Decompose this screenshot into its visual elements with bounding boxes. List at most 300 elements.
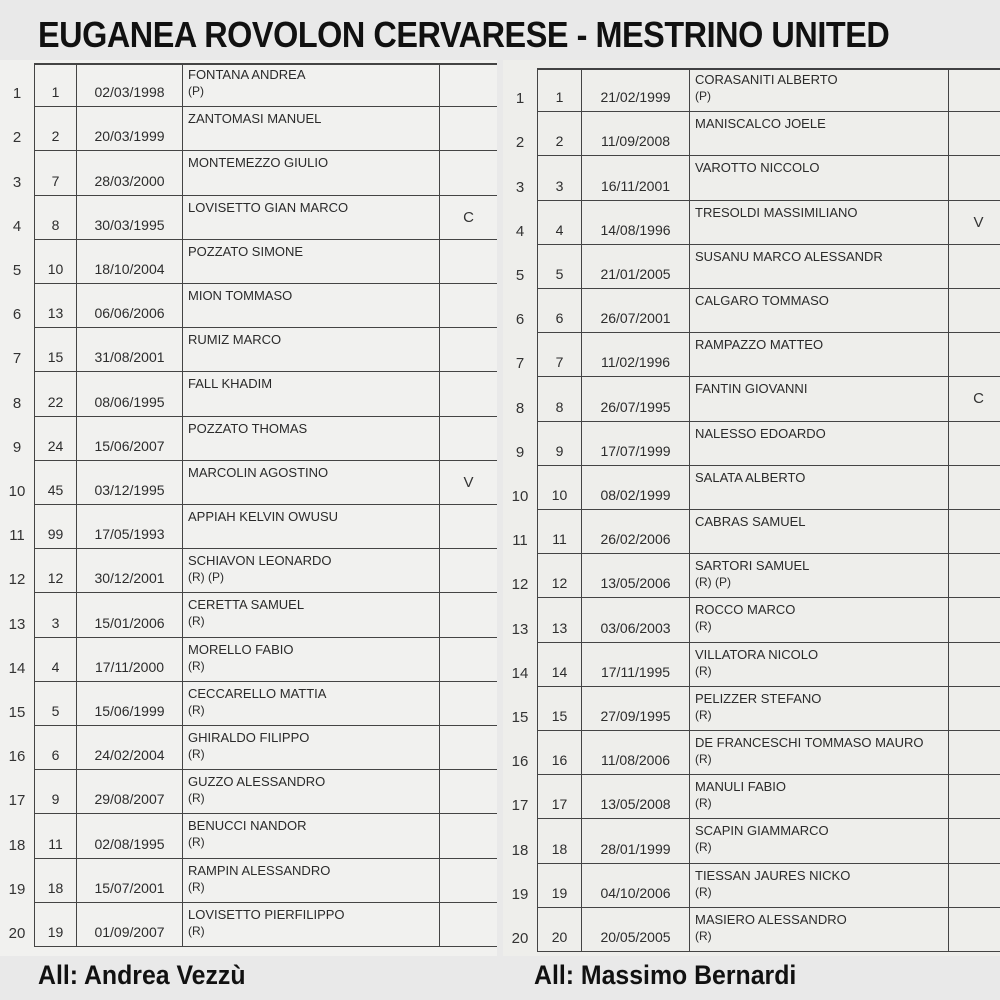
shirt-number: 45 <box>34 461 76 505</box>
captain-mark <box>439 859 497 903</box>
captain-mark <box>439 417 497 461</box>
table-row <box>503 510 1000 554</box>
table-row <box>503 466 1000 510</box>
player-name: MARCOLIN AGOSTINO <box>188 464 329 480</box>
birth-date: 11/09/2008 <box>581 112 689 156</box>
player-name: SALATA ALBERTO <box>695 469 806 485</box>
birth-date: 16/11/2001 <box>581 156 689 200</box>
row-index: 18 <box>511 841 529 859</box>
table-row <box>503 289 1000 333</box>
player-name-cell <box>182 372 439 416</box>
captain-mark <box>439 151 497 195</box>
shirt-number: 19 <box>34 903 76 947</box>
captain-mark: C <box>948 377 1000 421</box>
table-row <box>0 682 497 726</box>
player-name: GUZZO ALESSANDRO <box>188 774 326 790</box>
table-row <box>0 240 497 284</box>
captain-mark <box>948 466 1000 510</box>
birth-date: 02/03/1998 <box>76 63 182 107</box>
row-index: 5 <box>515 266 525 284</box>
birth-date: 28/01/1999 <box>581 819 689 863</box>
birth-date: 08/02/1999 <box>581 466 689 510</box>
captain-mark <box>439 505 497 549</box>
birth-date: 21/01/2005 <box>581 245 689 289</box>
home-coach: All: Andrea Vezzù <box>38 960 246 990</box>
row-index: 16 <box>8 748 26 766</box>
table-row <box>0 814 497 858</box>
birth-date: 01/09/2007 <box>76 903 182 947</box>
shirt-number: 4 <box>537 201 581 245</box>
player-name: CORASANITI ALBERTO <box>695 72 838 87</box>
captain-mark <box>948 554 1000 598</box>
table-row <box>0 859 497 903</box>
player-name: RUMIZ MARCO <box>188 332 282 348</box>
shirt-number: 18 <box>537 819 581 863</box>
table-row <box>0 549 497 593</box>
table-row <box>503 422 1000 466</box>
row-index: 8 <box>12 394 22 412</box>
captain-mark <box>439 328 497 372</box>
table-row <box>503 554 1000 598</box>
row-index: 2 <box>12 129 22 147</box>
table-row <box>0 63 497 107</box>
player-name-cell <box>689 598 948 642</box>
player-name: APPIAH KELVIN OWUSU <box>188 509 339 524</box>
birth-date: 13/05/2008 <box>581 775 689 819</box>
birth-date: 13/05/2006 <box>581 554 689 598</box>
table-row <box>503 819 1000 863</box>
shirt-number: 99 <box>34 505 76 549</box>
player-name-cell <box>689 466 948 510</box>
home-team-sheet <box>0 60 497 956</box>
table-row <box>0 107 497 151</box>
table-row <box>503 68 1000 112</box>
shirt-number: 9 <box>537 422 581 466</box>
shirt-number: 3 <box>34 593 76 637</box>
row-index: 11 <box>9 527 25 545</box>
shirt-number: 11 <box>34 814 76 858</box>
table-row <box>503 731 1000 775</box>
player-name-cell <box>689 68 948 112</box>
table-row <box>503 377 1000 421</box>
table-row <box>0 284 497 328</box>
row-index: 1 <box>12 85 22 103</box>
captain-mark: V <box>439 461 497 505</box>
player-name-cell <box>689 864 948 908</box>
player-note: (R) <box>695 884 712 899</box>
birth-date: 03/06/2003 <box>581 598 689 642</box>
player-note: (R) <box>188 879 205 894</box>
birth-date: 17/05/1993 <box>76 505 182 549</box>
shirt-number: 24 <box>34 417 76 461</box>
shirt-number: 3 <box>537 156 581 200</box>
captain-mark <box>948 864 1000 908</box>
player-note: (R) <box>695 663 712 678</box>
shirt-number: 17 <box>537 775 581 819</box>
player-name: RAMPIN ALESSANDRO <box>188 862 331 878</box>
player-note: (R) <box>695 707 712 722</box>
table-row <box>0 196 497 240</box>
player-note: (R) <box>188 791 205 806</box>
row-index: 12 <box>511 576 529 594</box>
table-row <box>503 598 1000 642</box>
player-name-cell <box>689 333 948 377</box>
shirt-number: 12 <box>537 554 581 598</box>
row-index: 12 <box>8 571 26 589</box>
player-name: MANISCALCO JOELE <box>695 116 826 132</box>
row-index: 7 <box>515 355 525 373</box>
shirt-number: 13 <box>34 284 76 328</box>
player-name: RAMPAZZO MATTEO <box>695 337 824 353</box>
table-row <box>503 775 1000 819</box>
table-row <box>0 638 497 682</box>
row-index: 20 <box>511 929 529 947</box>
birth-date: 06/06/2006 <box>76 284 182 328</box>
player-name: TIESSAN JAURES NICKO <box>695 867 851 883</box>
player-name: SARTORI SAMUEL <box>695 558 810 574</box>
player-name: VILLATORA NICOLO <box>695 646 819 662</box>
player-name-cell <box>182 549 439 593</box>
row-index: 19 <box>511 885 529 903</box>
captain-mark <box>948 731 1000 775</box>
player-note: (R) <box>188 835 205 850</box>
captain-mark <box>948 289 1000 333</box>
shirt-number: 14 <box>537 643 581 687</box>
birth-date: 08/06/1995 <box>76 372 182 416</box>
player-name-cell <box>182 682 439 726</box>
row-index: 10 <box>511 487 529 505</box>
row-index: 15 <box>511 708 529 726</box>
player-note: (P) <box>695 89 711 103</box>
shirt-number: 15 <box>34 328 76 372</box>
captain-mark <box>948 422 1000 466</box>
birth-date: 24/02/2004 <box>76 726 182 770</box>
player-name-cell <box>689 377 948 421</box>
player-name: MORELLO FABIO <box>188 641 294 657</box>
captain-mark <box>439 638 497 682</box>
shirt-number: 15 <box>537 687 581 731</box>
row-index: 2 <box>515 134 525 152</box>
player-name: POZZATO THOMAS <box>188 420 308 436</box>
captain-mark <box>948 333 1000 377</box>
shirt-number: 10 <box>34 240 76 284</box>
shirt-number: 12 <box>34 549 76 593</box>
player-name-cell <box>182 151 439 195</box>
row-index: 9 <box>12 438 22 456</box>
player-name: CERETTA SAMUEL <box>188 597 305 613</box>
player-name-cell <box>182 196 439 240</box>
shirt-number: 13 <box>537 598 581 642</box>
table-row <box>0 328 497 372</box>
player-name-cell <box>182 814 439 858</box>
birth-date: 26/07/1995 <box>581 377 689 421</box>
row-index: 19 <box>8 880 26 898</box>
player-name-cell <box>689 908 948 952</box>
captain-mark <box>948 245 1000 289</box>
birth-date: 15/06/1999 <box>76 682 182 726</box>
row-index: 17 <box>511 797 529 815</box>
player-name: LOVISETTO PIERFILIPPO <box>188 906 345 922</box>
table-row <box>503 245 1000 289</box>
player-name: FANTIN GIOVANNI <box>695 381 808 397</box>
birth-date: 28/03/2000 <box>76 151 182 195</box>
player-name-cell <box>689 643 948 687</box>
captain-mark <box>439 682 497 726</box>
table-row <box>503 112 1000 156</box>
player-name-cell <box>689 731 948 775</box>
player-name-cell <box>182 593 439 637</box>
row-index: 6 <box>515 311 525 329</box>
player-name: FALL KHADIM <box>188 376 273 392</box>
player-name-cell <box>182 284 439 328</box>
birth-date: 17/07/1999 <box>581 422 689 466</box>
birth-date: 18/10/2004 <box>76 240 182 284</box>
player-name: SCAPIN GIAMMARCO <box>695 823 829 839</box>
table-row <box>0 726 497 770</box>
player-name: LOVISETTO GIAN MARCO <box>188 199 349 215</box>
row-index: 7 <box>12 350 22 368</box>
shirt-number: 8 <box>537 377 581 421</box>
row-index: 5 <box>12 261 22 279</box>
birth-date: 15/07/2001 <box>76 859 182 903</box>
shirt-number: 4 <box>34 638 76 682</box>
table-row <box>503 643 1000 687</box>
birth-date: 14/08/1996 <box>581 201 689 245</box>
captain-mark <box>439 63 497 107</box>
shirt-number: 1 <box>537 68 581 112</box>
birth-date: 20/05/2005 <box>581 908 689 952</box>
captain-mark <box>439 726 497 770</box>
birth-date: 31/08/2001 <box>76 328 182 372</box>
player-name-cell <box>689 245 948 289</box>
table-row <box>503 333 1000 377</box>
player-name: BENUCCI NANDOR <box>188 818 307 834</box>
player-note: (R) <box>695 840 712 855</box>
birth-date: 21/02/1999 <box>581 68 689 112</box>
birth-date: 29/08/2007 <box>76 770 182 814</box>
player-name-cell <box>182 63 439 107</box>
player-name: CABRAS SAMUEL <box>695 514 806 529</box>
player-note: (R) <box>188 658 205 673</box>
player-name-cell <box>689 422 948 466</box>
player-note: (P) <box>188 84 204 98</box>
row-index: 3 <box>515 178 525 196</box>
table-row <box>503 201 1000 245</box>
row-index: 10 <box>8 482 26 500</box>
table-row <box>0 461 497 505</box>
table-row <box>503 687 1000 731</box>
away-coach: All: Massimo Bernardi <box>534 960 797 990</box>
captain-mark <box>948 68 1000 112</box>
row-index: 17 <box>8 792 26 810</box>
birth-date: 11/02/1996 <box>581 333 689 377</box>
player-name-cell <box>182 638 439 682</box>
row-index: 11 <box>512 532 528 550</box>
player-name-cell <box>182 417 439 461</box>
player-name: CALGARO TOMMASO <box>695 293 829 308</box>
player-name-cell <box>689 819 948 863</box>
away-team-sheet <box>503 60 1000 956</box>
shirt-number: 10 <box>537 466 581 510</box>
shirt-number: 7 <box>34 151 76 195</box>
player-name-cell <box>689 112 948 156</box>
row-index: 6 <box>12 306 22 324</box>
player-name-cell <box>689 201 948 245</box>
captain-mark <box>439 770 497 814</box>
row-index: 16 <box>511 753 529 771</box>
table-row <box>0 372 497 416</box>
birth-date: 17/11/2000 <box>76 638 182 682</box>
row-index: 18 <box>8 836 26 854</box>
birth-date: 03/12/1995 <box>76 461 182 505</box>
row-index: 13 <box>8 615 26 633</box>
captain-mark <box>948 156 1000 200</box>
captain-mark <box>948 510 1000 554</box>
player-note: (R) <box>188 614 205 629</box>
player-name: ZANTOMASI MANUEL <box>188 111 322 127</box>
player-name-cell <box>182 770 439 814</box>
captain-mark <box>948 598 1000 642</box>
birth-date: 27/09/1995 <box>581 687 689 731</box>
player-name-cell <box>689 156 948 200</box>
player-name-cell <box>689 687 948 731</box>
player-note: (R) (P) <box>695 575 731 590</box>
row-index: 4 <box>515 222 525 240</box>
player-name-cell <box>182 240 439 284</box>
table-row <box>0 593 497 637</box>
shirt-number: 8 <box>34 196 76 240</box>
captain-mark <box>439 284 497 328</box>
player-note: (R) <box>695 619 712 634</box>
player-name: MONTEMEZZO GIULIO <box>188 155 329 171</box>
player-name: DE FRANCESCHI TOMMASO MAURO <box>695 735 924 750</box>
shirt-number: 6 <box>537 289 581 333</box>
shirt-number: 7 <box>537 333 581 377</box>
row-index: 4 <box>12 217 22 235</box>
row-index: 9 <box>515 443 525 461</box>
table-row <box>0 903 497 947</box>
player-name: ROCCO MARCO <box>695 602 796 618</box>
shirt-number: 22 <box>34 372 76 416</box>
captain-mark <box>439 814 497 858</box>
birth-date: 26/02/2006 <box>581 510 689 554</box>
player-name-cell <box>182 903 439 947</box>
row-index: 14 <box>8 659 26 677</box>
player-name: SCHIAVON LEONARDO <box>188 553 332 569</box>
player-name: NALESSO EDOARDO <box>695 425 826 441</box>
captain-mark <box>439 903 497 947</box>
player-name: MASIERO ALESSANDRO <box>695 911 847 927</box>
player-note: (R) <box>695 796 712 811</box>
captain-mark: C <box>439 196 497 240</box>
player-name-cell <box>689 510 948 554</box>
player-name-cell <box>689 554 948 598</box>
shirt-number: 16 <box>537 731 581 775</box>
shirt-number: 20 <box>537 908 581 952</box>
captain-mark <box>439 549 497 593</box>
shirt-number: 6 <box>34 726 76 770</box>
captain-mark <box>948 819 1000 863</box>
birth-date: 15/01/2006 <box>76 593 182 637</box>
player-name: TRESOLDI MASSIMILIANO <box>695 204 858 220</box>
shirt-number: 19 <box>537 864 581 908</box>
shirt-number: 9 <box>34 770 76 814</box>
shirt-number: 2 <box>537 112 581 156</box>
captain-mark <box>948 687 1000 731</box>
player-name-cell <box>689 775 948 819</box>
row-index: 20 <box>8 924 26 942</box>
table-row <box>0 417 497 461</box>
player-note: (R) <box>188 747 205 761</box>
player-name: MANULI FABIO <box>695 779 787 795</box>
birth-date: 04/10/2006 <box>581 864 689 908</box>
row-index: 3 <box>12 173 22 191</box>
player-name: CECCARELLO MATTIA <box>188 685 327 701</box>
shirt-number: 5 <box>34 682 76 726</box>
shirt-number: 1 <box>34 63 76 107</box>
player-name: GHIRALDO FILIPPO <box>188 730 310 745</box>
captain-mark: V <box>948 201 1000 245</box>
row-index: 15 <box>8 703 26 721</box>
player-note: (R) <box>188 702 205 717</box>
birth-date: 30/12/2001 <box>76 549 182 593</box>
player-note: (R) <box>188 923 205 938</box>
player-name-cell <box>182 726 439 770</box>
row-index: 8 <box>515 399 525 417</box>
player-note: (R) (P) <box>188 570 224 585</box>
birth-date: 15/06/2007 <box>76 417 182 461</box>
player-note: (R) <box>695 752 712 766</box>
player-name: FONTANA ANDREA <box>188 67 306 82</box>
captain-mark <box>439 107 497 151</box>
player-name: VAROTTO NICCOLO <box>695 160 820 176</box>
player-name-cell <box>182 461 439 505</box>
player-name: PELIZZER STEFANO <box>695 690 822 706</box>
table-row <box>0 505 497 549</box>
player-name: SUSANU MARCO ALESSANDR <box>695 248 883 264</box>
captain-mark <box>439 240 497 284</box>
table-row <box>0 770 497 814</box>
table-row <box>503 908 1000 952</box>
shirt-number: 2 <box>34 107 76 151</box>
player-note: (R) <box>695 928 712 943</box>
player-name-cell <box>182 859 439 903</box>
table-row <box>503 864 1000 908</box>
birth-date: 20/03/1999 <box>76 107 182 151</box>
player-name: POZZATO SIMONE <box>188 243 304 259</box>
row-index: 1 <box>515 90 525 108</box>
match-title: EUGANEA ROVOLON CERVARESE - MESTRINO UNITED <box>38 14 890 55</box>
player-name: MION TOMMASO <box>188 288 293 303</box>
player-name-cell <box>182 505 439 549</box>
captain-mark <box>948 908 1000 952</box>
row-index: 13 <box>511 620 529 638</box>
birth-date: 11/08/2006 <box>581 731 689 775</box>
birth-date: 26/07/2001 <box>581 289 689 333</box>
captain-mark <box>948 112 1000 156</box>
birth-date: 17/11/1995 <box>581 643 689 687</box>
captain-mark <box>948 643 1000 687</box>
captain-mark <box>439 372 497 416</box>
player-name-cell <box>689 289 948 333</box>
table-row <box>503 156 1000 200</box>
birth-date: 30/03/1995 <box>76 196 182 240</box>
captain-mark <box>439 593 497 637</box>
player-name-cell <box>182 107 439 151</box>
shirt-number: 18 <box>34 859 76 903</box>
birth-date: 02/08/1995 <box>76 814 182 858</box>
captain-mark <box>948 775 1000 819</box>
